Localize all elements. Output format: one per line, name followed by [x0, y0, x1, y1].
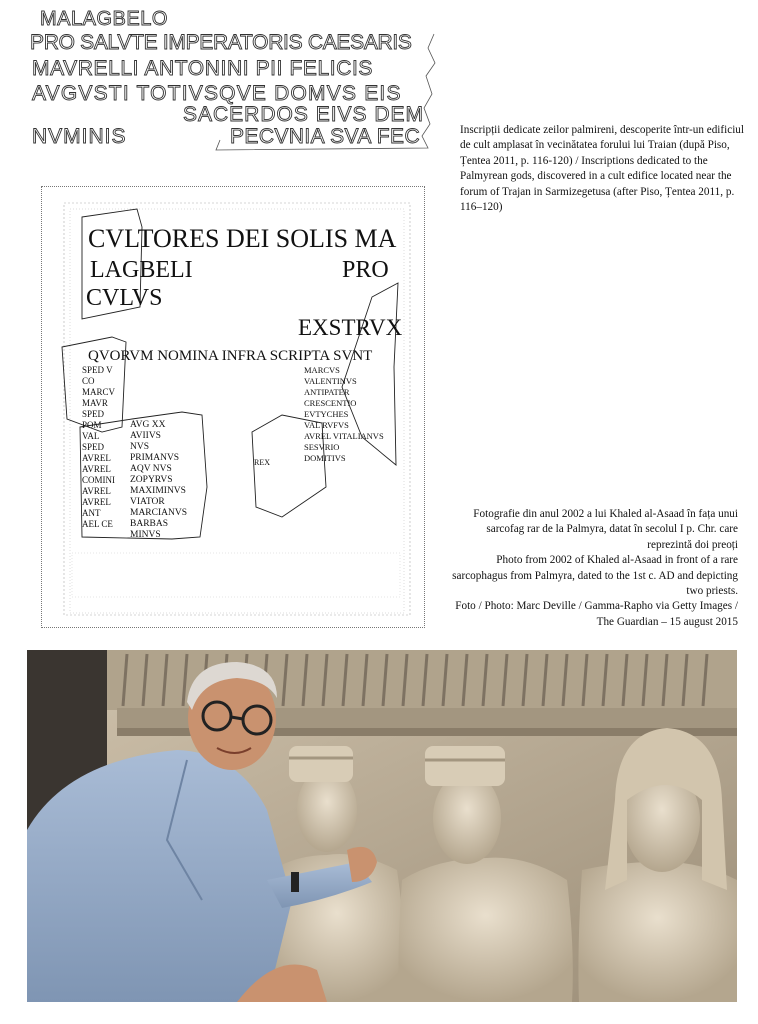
inscription-line: NVMINIS: [32, 125, 127, 148]
inscription-name: VALENTINVS: [304, 376, 357, 386]
inscription-name: AVREL: [82, 464, 111, 474]
inscription-line: MALAGBELO: [40, 8, 168, 30]
inscription-text-rex: REX: [254, 458, 270, 467]
caption-inscriptions: Inscripții dedicate zeilor palmireni, descoperite într-un edificiul de cult amplasat în vecinătatea forului lui Traian (după Piso, Țentea 2011, p. 116-120) / Inscriptions dedicated to the Palmyrean gods, discovered in a cult edifice located near the forum of Trajan in Sarmizegetusa (after Piso, Țentea 2011, p. 116–120): [460, 124, 745, 214]
inscription-name: ANTIPATER: [304, 387, 350, 397]
inscription-name: CO: [82, 376, 95, 386]
inscription-text-line: LAGBELI: [90, 257, 193, 283]
inscription-name: COMINI: [82, 475, 115, 485]
inscription-name: PRIMANVS: [130, 453, 180, 463]
inscription-name: VAL: [82, 431, 100, 441]
name-column-left: [82, 365, 116, 529]
inscription-name: MARCVS: [304, 365, 340, 375]
name-column-middle: [130, 420, 187, 540]
inscription-name: ANT: [82, 508, 101, 518]
caption-photo-credit: Foto / Photo: Marc Deville / Gamma-Rapho via Getty Images / The Guardian – 15 august 2015: [455, 600, 738, 628]
inscription-text-line: CVLVS: [86, 285, 163, 311]
caption-photo-en: Photo from 2002 of Khaled al-Asaad in front of a rare sarcophagus from Palmyra, dated to the 1st c. AD and depicting two priests.: [452, 554, 738, 598]
inscription-line: MAVRELLI ANTONINI PII FELICIS: [32, 57, 374, 80]
inscription-name: AVREL: [82, 486, 111, 496]
inscription-malagbelo: [30, 8, 440, 154]
inscription-text-line: CVLTORES DEI SOLIS MA: [88, 224, 397, 253]
photo-khaled-al-asaad-sarcophagus: [27, 650, 737, 1002]
photo-illustration: [27, 650, 737, 1002]
inscription-line: PRO SALVTE IMPERATORIS CAESARIS: [30, 31, 412, 54]
inscription-line: AVGVSTI TOTIVSQVE DOMVS EIS: [32, 82, 402, 105]
caption-photo: [440, 507, 738, 630]
inscription-name: BARBAS: [130, 519, 169, 529]
inscription-name: SPED: [82, 409, 105, 419]
inscription-break-line: [30, 8, 440, 154]
inscription-text-line: PRO: [342, 257, 389, 283]
inscription-name: SESVRIO: [304, 442, 340, 452]
inscription-name: SPED: [82, 442, 105, 452]
inscription-name: AVREL: [82, 453, 111, 463]
inscription-name: ZOPYRVS: [130, 475, 173, 485]
inscription-name: AQV NVS: [130, 464, 172, 474]
inscription-name: CRESCENTIO: [304, 398, 357, 408]
inscription-name: VIATOR: [130, 497, 165, 507]
inscription-name: MAVR: [82, 398, 108, 408]
inscription-name: AEL CE: [82, 519, 113, 529]
inscription-name: VAL RVFVS: [304, 420, 349, 430]
caption-photo-ro: Fotografie din anul 2002 a lui Khaled al-Asaad în fața unui sarcofag rar de la Palmyra, datat în secolul I p. Chr. care reprezintă doi preoți: [473, 508, 738, 551]
inscription-name: DOMITIVS: [304, 453, 346, 463]
inscription-text-line: EXSTRVX: [298, 315, 403, 340]
name-column-right: [304, 365, 384, 463]
inscription-name: AVIIVS: [130, 431, 161, 441]
inscription-text-line: QVORVM NOMINA INFRA SCRIPTA SVNT: [88, 348, 373, 364]
inscription-name: MAXIMINVS: [130, 486, 186, 496]
inscription-name: MARCIANVS: [130, 508, 188, 518]
inscription-drawing-svg: [42, 187, 426, 629]
inscription-name: EVTYCHES: [304, 409, 349, 419]
inscription-name: AVG XX: [130, 420, 166, 430]
inscription-name: AVREL VITALIANVS: [304, 431, 384, 441]
inscription-drawing-cultores: [41, 186, 425, 628]
inscription-line: PECVNIA SVA FEC: [230, 125, 421, 148]
inscription-name: MINVS: [130, 530, 161, 540]
inscription-name: NVS: [130, 442, 150, 452]
inscription-name: MARCV: [82, 387, 116, 397]
inscription-name: AVREL: [82, 497, 111, 507]
inscription-name: POM: [82, 420, 102, 430]
inscription-line: SACERDOS EIVS DEM: [183, 103, 425, 126]
inscription-name: SPED V: [82, 365, 113, 375]
